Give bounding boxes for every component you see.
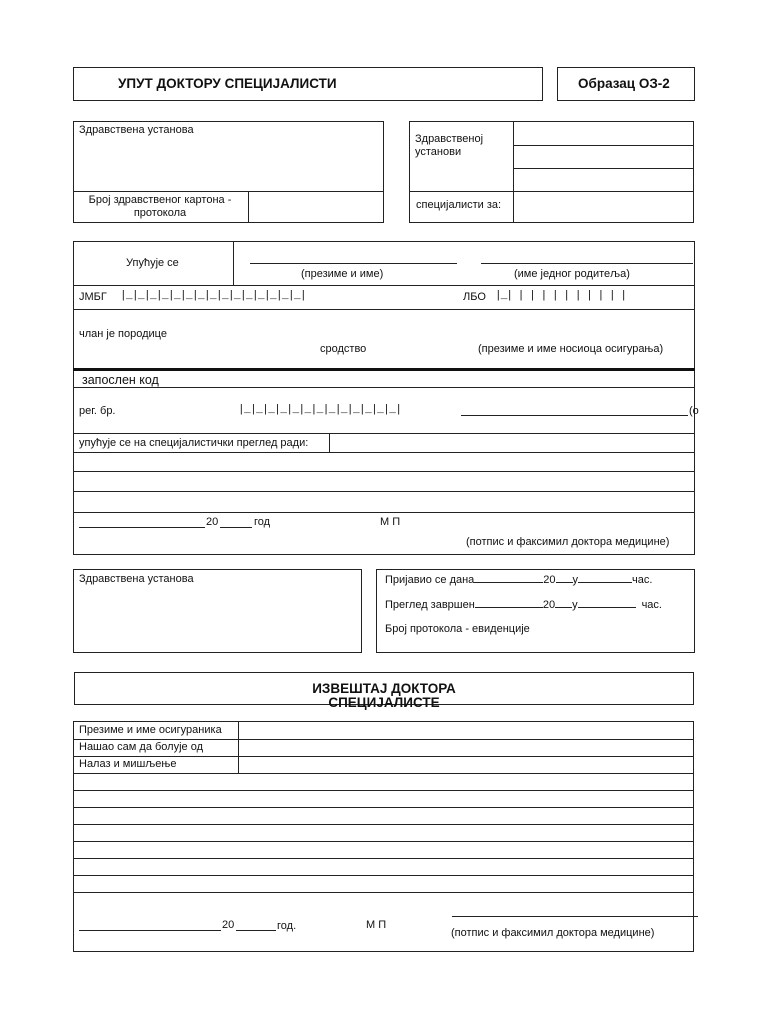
finished-hour-blank[interactable] xyxy=(578,597,636,608)
reg-suffix: (о xyxy=(689,405,699,417)
report-year-line xyxy=(236,930,276,931)
reported-hour-label: час. xyxy=(632,574,653,586)
exam-reason-line-2[interactable] xyxy=(74,472,694,490)
institution-field-2[interactable] xyxy=(514,146,693,167)
form-code: Образац ОЗ-2 xyxy=(578,76,670,91)
report-stamp-label: М П xyxy=(366,919,387,931)
report-place-line xyxy=(79,930,221,931)
employed-label: запослен код xyxy=(82,373,159,387)
lbo-label: ЛБО xyxy=(463,291,486,303)
findings-field[interactable] xyxy=(239,757,693,772)
institution-field-1[interactable] xyxy=(514,122,693,144)
insured-caption: (презиме и име носиоца осигурања) xyxy=(478,343,664,355)
finished-at-label: у xyxy=(572,599,578,611)
divider xyxy=(73,285,695,286)
exam-reason-label: упућује се на специјалистички преглед ради: xyxy=(79,437,309,449)
reported-hour-blank[interactable] xyxy=(578,572,632,583)
health-institution-field[interactable] xyxy=(74,140,383,190)
diagnosis-field[interactable] xyxy=(239,740,693,755)
reported-at-label: у xyxy=(572,574,579,586)
found-ill-label: Нашао сам да болује од xyxy=(79,741,204,753)
findings-line-7[interactable] xyxy=(74,876,693,891)
report-signature-caption: (потпис и факсимил доктора медицине) xyxy=(451,927,655,939)
insured-name-field[interactable] xyxy=(470,318,690,340)
employer-field[interactable] xyxy=(170,372,690,386)
exam-reason-field[interactable] xyxy=(330,434,694,451)
jmbg-label: ЈМБГ xyxy=(79,291,107,303)
reg-no-label: рег. бр. xyxy=(79,405,116,417)
reported-year-prefix: 20 xyxy=(543,574,556,586)
insured-name-field[interactable] xyxy=(239,722,693,738)
place-line xyxy=(79,527,205,528)
referred-label: Упућује се xyxy=(126,257,179,269)
year-suffix: год xyxy=(254,516,271,528)
finished-year-blank[interactable] xyxy=(555,597,572,608)
patient-name-field[interactable] xyxy=(250,246,457,262)
exam-reason-line-1[interactable] xyxy=(74,453,694,470)
reported-date-blank[interactable] xyxy=(474,572,543,583)
parent-name-field[interactable] xyxy=(481,246,693,262)
exam-reason-line-3[interactable] xyxy=(74,492,694,511)
signature-caption: (потпис и факсимил доктора медицине) xyxy=(466,536,670,548)
report-title-line2: СПЕЦИЈАЛИСТЕ xyxy=(328,695,440,710)
parent-line xyxy=(481,263,693,264)
reg-line xyxy=(461,415,688,416)
findings-line-3[interactable] xyxy=(74,808,693,823)
name-caption: (презиме и име) xyxy=(301,268,384,280)
reported-label xyxy=(385,572,652,587)
reported-year-blank[interactable] xyxy=(556,572,573,583)
report-signature-line xyxy=(452,916,698,917)
report-year-prefix: 20 xyxy=(222,919,235,931)
receiving-institution-field[interactable] xyxy=(74,588,361,652)
finished-date-blank[interactable] xyxy=(475,597,543,608)
insured-name-label: Презиме и име осигураника xyxy=(79,724,222,736)
findings-line-2[interactable] xyxy=(74,791,693,806)
parent-caption: (име једног родитеља) xyxy=(514,268,630,280)
report-year-suffix: год. xyxy=(277,920,297,932)
name-line xyxy=(250,263,457,264)
divider xyxy=(73,387,695,388)
findings-line-5[interactable] xyxy=(74,842,693,857)
reported-date-label: Пријавио се дана xyxy=(385,574,475,586)
findings-line-1[interactable] xyxy=(74,774,693,789)
protocol-label: Број протокола - евиденције xyxy=(385,623,530,635)
finished-label xyxy=(385,597,662,612)
reg-no-field[interactable]: |_|_|_|_|_|_|_|_|_|_|_|_|_| xyxy=(238,404,402,416)
relation-caption: сродство xyxy=(320,343,367,355)
stamp-label: М П xyxy=(380,516,401,528)
family-member-label: члан је породице xyxy=(79,328,167,340)
specialty-field[interactable] xyxy=(514,192,693,222)
card-number-label: Број здравственог картона - протокола xyxy=(88,194,232,219)
lbo-field[interactable]: |_| | | | | | | | | | | xyxy=(495,290,627,302)
institution-field-3[interactable] xyxy=(514,169,693,190)
receiving-institution-label: Здравствена установа xyxy=(79,573,194,585)
divider xyxy=(73,309,695,310)
relation-field[interactable] xyxy=(300,318,410,340)
finished-date-label: Преглед завршен xyxy=(385,599,475,611)
to-specialist-label: специјалисти за: xyxy=(416,199,502,211)
health-institution-label: Здравствена установа xyxy=(79,124,194,136)
findings-line-6[interactable] xyxy=(74,859,693,874)
report-place-date-field[interactable] xyxy=(79,917,221,930)
report-title-line1: ИЗВЕШТАЈ ДОКТОРА xyxy=(312,681,456,696)
finished-hour-label: час. xyxy=(641,599,662,611)
card-number-field[interactable] xyxy=(249,192,383,222)
findings-label: Налаз и мишљење xyxy=(79,758,177,770)
finished-year-prefix: 20 xyxy=(542,599,556,611)
divider xyxy=(233,241,234,285)
findings-line-4[interactable] xyxy=(74,825,693,840)
divider xyxy=(73,512,695,513)
divider xyxy=(73,892,694,893)
form-title: УПУТ ДОКТОРУ СПЕЦИЈАЛИСТИ xyxy=(118,76,337,91)
report-title-box xyxy=(74,672,694,710)
place-date-field[interactable] xyxy=(79,514,205,527)
thick-divider xyxy=(73,368,695,371)
year-prefix: 20 xyxy=(206,516,219,528)
year-line xyxy=(220,527,252,528)
jmbg-field[interactable]: |_|_|_|_|_|_|_|_|_|_|_|_|_|_|_| xyxy=(120,290,307,302)
to-institution-label: Здравственој установи xyxy=(415,133,484,158)
